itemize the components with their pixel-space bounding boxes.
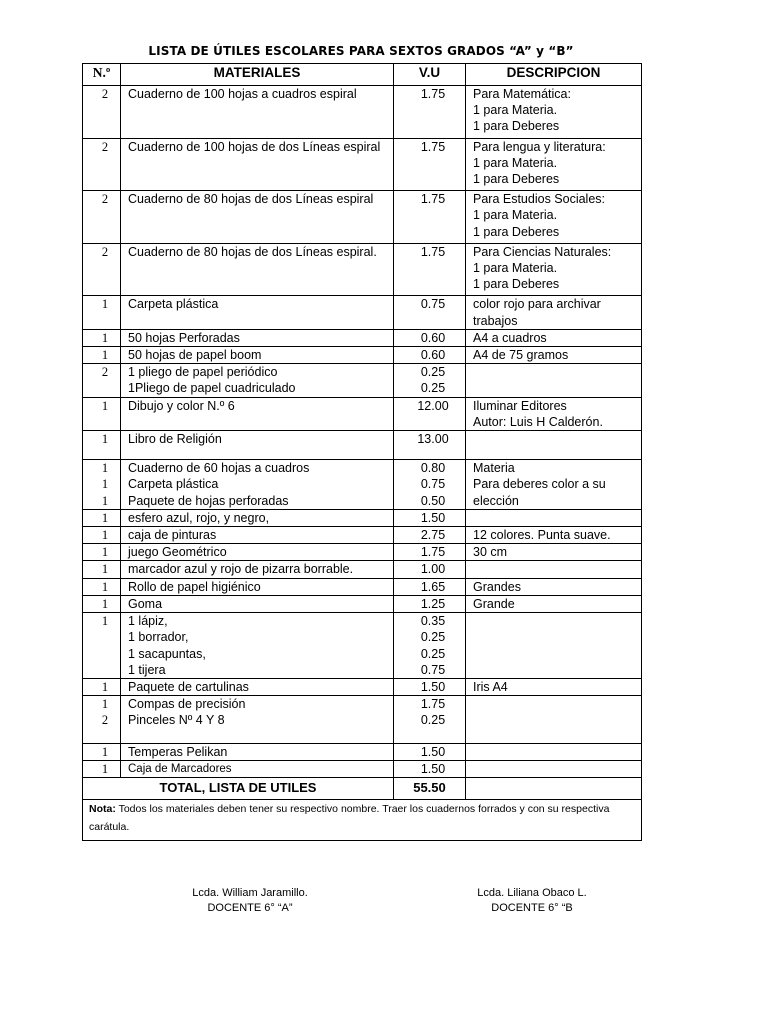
unit-value-cell-line: 1.50 bbox=[420, 679, 446, 694]
table-row bbox=[83, 296, 642, 329]
quantity-cell bbox=[83, 613, 121, 679]
material-cell-line: marcador azul y rojo de pizarra borrable. bbox=[128, 562, 354, 577]
material-cell-line: 1 lápiz, bbox=[128, 614, 168, 629]
quantity-cell bbox=[83, 460, 121, 510]
total-label: TOTAL, LISTA DE UTILES bbox=[83, 777, 394, 799]
unit-value-cell bbox=[394, 191, 466, 244]
description-cell bbox=[466, 86, 642, 139]
description-cell-line: elección bbox=[473, 493, 519, 508]
material-cell bbox=[121, 364, 394, 397]
material-cell-line: 1 borrador, bbox=[128, 630, 189, 645]
unit-value-cell-line: 0.60 bbox=[420, 330, 446, 345]
unit-value-cell-line: 1.75 bbox=[420, 545, 446, 560]
material-cell-line: Temperas Pelikan bbox=[128, 744, 228, 759]
table-body bbox=[83, 86, 642, 778]
quantity-cell bbox=[83, 760, 121, 777]
description-cell-line: 30 cm bbox=[473, 545, 508, 560]
material-cell-line: Libro de Religión bbox=[128, 432, 222, 447]
material-cell-line: Carpeta plástica bbox=[128, 297, 219, 312]
material-cell bbox=[121, 431, 394, 460]
document-title: LISTA DE ÚTILES ESCOLARES PARA SEXTOS GRADOS “A” y “B” bbox=[148, 44, 574, 58]
quantity-cell-line: 1 bbox=[101, 562, 109, 577]
quantity-cell bbox=[83, 678, 121, 695]
material-cell bbox=[121, 460, 394, 510]
unit-value-cell bbox=[394, 509, 466, 526]
description-cell bbox=[466, 138, 642, 191]
unit-value-cell-line: 1.75 bbox=[420, 87, 446, 101]
unit-value-cell bbox=[394, 743, 466, 760]
quantity-cell-line: 1 bbox=[101, 761, 109, 776]
material-cell bbox=[121, 578, 394, 595]
unit-value-cell-line: 0.25 bbox=[420, 365, 446, 380]
description-cell-line: 1 para Materia. bbox=[473, 261, 558, 276]
quantity-cell-line: 1 bbox=[101, 697, 109, 712]
material-cell-line: Cuaderno de 60 hojas a cuadros bbox=[128, 461, 310, 476]
total-value: 55.50 bbox=[394, 777, 466, 799]
table-row bbox=[83, 561, 642, 578]
material-cell-line: esfero azul, rojo, y negro, bbox=[128, 510, 270, 525]
table-row bbox=[83, 696, 642, 743]
unit-value-cell-line: 2.75 bbox=[420, 528, 446, 543]
material-cell bbox=[121, 696, 394, 743]
quantity-cell bbox=[83, 329, 121, 346]
description-cell bbox=[466, 595, 642, 612]
unit-value-cell-line: 1.25 bbox=[420, 596, 446, 611]
signature-docente-a bbox=[160, 886, 340, 916]
unit-value-cell bbox=[394, 760, 466, 777]
material-cell bbox=[121, 527, 394, 544]
material-cell-line: Rollo de papel higiénico bbox=[128, 579, 261, 594]
description-cell bbox=[466, 527, 642, 544]
description-cell-line: Autor: Luis H Calderón. bbox=[473, 414, 603, 429]
unit-value-cell bbox=[394, 595, 466, 612]
table-header-row bbox=[83, 64, 642, 86]
material-cell bbox=[121, 678, 394, 695]
table-row bbox=[83, 431, 642, 460]
material-cell bbox=[121, 191, 394, 244]
material-cell-line: 1 sacapuntas, bbox=[128, 646, 206, 661]
header-materiales: MATERIALES bbox=[121, 64, 394, 86]
material-cell bbox=[121, 86, 394, 139]
description-cell-line: Grandes bbox=[473, 579, 521, 594]
total-row bbox=[83, 777, 642, 799]
quantity-cell-line: 2 bbox=[101, 713, 109, 728]
unit-value-cell bbox=[394, 397, 466, 430]
table-row bbox=[83, 578, 642, 595]
description-cell bbox=[466, 397, 642, 430]
material-cell-line: Pinceles Nº 4 Y 8 bbox=[128, 713, 225, 728]
description-cell-line: 1 para Deberes bbox=[473, 172, 560, 187]
quantity-cell bbox=[83, 561, 121, 578]
quantity-cell bbox=[83, 191, 121, 244]
description-cell-line: Grande bbox=[473, 596, 515, 611]
quantity-cell-line: 1 bbox=[101, 528, 109, 543]
unit-value-cell-line: 1.50 bbox=[420, 744, 446, 759]
quantity-cell-line: 1 bbox=[101, 510, 109, 525]
description-cell-line: Iluminar Editores bbox=[473, 398, 567, 413]
description-cell-line: Para lengua y literatura: bbox=[473, 139, 606, 154]
note-label: Nota: bbox=[89, 802, 116, 815]
material-cell-line: Compas de precisión bbox=[128, 697, 246, 712]
quantity-cell bbox=[83, 578, 121, 595]
material-cell bbox=[121, 243, 394, 296]
quantity-cell-line: 1 bbox=[101, 679, 109, 694]
description-cell bbox=[466, 561, 642, 578]
description-cell-line: 1 para Deberes bbox=[473, 277, 560, 292]
unit-value-cell bbox=[394, 296, 466, 329]
table-row bbox=[83, 527, 642, 544]
note-cell bbox=[83, 799, 642, 840]
description-cell-line: Para Estudios Sociales: bbox=[473, 192, 606, 207]
unit-value-cell-line: 1.50 bbox=[420, 761, 446, 776]
signature-name: Lcda. Liliana Obaco L. bbox=[477, 887, 587, 899]
quantity-cell-line: 1 bbox=[101, 348, 109, 363]
description-cell-line: Para Ciencias Naturales: bbox=[473, 244, 612, 259]
description-cell bbox=[466, 760, 642, 777]
description-cell-line: 1 para Materia. bbox=[473, 155, 558, 170]
signature-role: DOCENTE 6° “B bbox=[491, 902, 573, 914]
unit-value-cell-line: 1.75 bbox=[420, 244, 446, 259]
unit-value-cell bbox=[394, 613, 466, 679]
quantity-cell bbox=[83, 743, 121, 760]
quantity-cell-line: 1 bbox=[101, 744, 109, 759]
material-cell bbox=[121, 613, 394, 679]
description-cell bbox=[466, 678, 642, 695]
description-cell-line: 1 para Materia. bbox=[473, 208, 558, 223]
table-row bbox=[83, 460, 642, 510]
header-vu: V.U bbox=[394, 64, 466, 86]
unit-value-cell-line: 0.80 bbox=[420, 461, 446, 476]
note-row bbox=[83, 799, 642, 840]
quantity-cell bbox=[83, 696, 121, 743]
material-cell-line: 50 hojas Perforadas bbox=[128, 330, 240, 345]
note-text: Todos los materiales deben tener su respectivo nombre. Traer los cuadernos forrados y con su respectiva carátula. bbox=[89, 802, 610, 833]
table-row bbox=[83, 86, 642, 139]
unit-value-cell-line: 0.35 bbox=[420, 614, 446, 629]
material-cell bbox=[121, 296, 394, 329]
material-cell bbox=[121, 329, 394, 346]
description-cell-line: Iris A4 bbox=[473, 679, 508, 694]
table-row bbox=[83, 347, 642, 364]
material-cell bbox=[121, 138, 394, 191]
material-cell-line: Dibujo y color N.º 6 bbox=[128, 398, 235, 413]
supplies-table bbox=[82, 63, 642, 841]
unit-value-cell bbox=[394, 243, 466, 296]
quantity-cell-line: 1 bbox=[101, 614, 109, 629]
quantity-cell bbox=[83, 347, 121, 364]
description-cell bbox=[466, 364, 642, 397]
material-cell bbox=[121, 397, 394, 430]
unit-value-cell bbox=[394, 460, 466, 510]
description-cell-line: Materia bbox=[473, 461, 515, 476]
description-cell bbox=[466, 460, 642, 510]
quantity-cell-line: 1 bbox=[101, 596, 109, 611]
quantity-cell-line: 2 bbox=[101, 139, 109, 154]
unit-value-cell-line: 1.00 bbox=[420, 562, 446, 577]
material-cell-line: caja de pinturas bbox=[128, 528, 217, 543]
material-cell-line: Cuaderno de 100 hojas a cuadros espiral bbox=[128, 87, 357, 101]
table-row bbox=[83, 613, 642, 679]
quantity-cell bbox=[83, 509, 121, 526]
quantity-cell-line: 1 bbox=[101, 398, 109, 413]
description-cell bbox=[466, 329, 642, 346]
table-row bbox=[83, 760, 642, 777]
material-cell-line: Paquete de hojas perforadas bbox=[128, 493, 289, 508]
description-cell-line: 1 para Materia. bbox=[473, 103, 558, 118]
table-row bbox=[83, 397, 642, 430]
description-cell bbox=[466, 509, 642, 526]
quantity-cell bbox=[83, 243, 121, 296]
table-row bbox=[83, 678, 642, 695]
unit-value-cell-line: 0.25 bbox=[420, 381, 446, 396]
description-cell bbox=[466, 296, 642, 329]
description-cell-line: Para deberes color a su bbox=[473, 477, 606, 492]
description-cell bbox=[466, 696, 642, 743]
unit-value-cell bbox=[394, 561, 466, 578]
unit-value-cell-line: 1.50 bbox=[420, 510, 446, 525]
description-cell bbox=[466, 347, 642, 364]
quantity-cell bbox=[83, 595, 121, 612]
description-cell bbox=[466, 578, 642, 595]
table-row bbox=[83, 191, 642, 244]
material-cell-line: Cuaderno de 80 hojas de dos Líneas espiral. bbox=[128, 244, 377, 259]
description-cell bbox=[466, 743, 642, 760]
material-cell bbox=[121, 595, 394, 612]
material-cell-line: Cuaderno de 100 hojas de dos Líneas espiral bbox=[128, 139, 381, 154]
table-row bbox=[83, 138, 642, 191]
signature-docente-b bbox=[442, 886, 622, 916]
table-row bbox=[83, 544, 642, 561]
unit-value-cell-line: 1.75 bbox=[420, 139, 446, 154]
unit-value-cell bbox=[394, 138, 466, 191]
unit-value-cell bbox=[394, 696, 466, 743]
quantity-cell bbox=[83, 364, 121, 397]
quantity-cell-line: 2 bbox=[101, 87, 109, 101]
material-cell-line: 1 tijera bbox=[128, 662, 166, 677]
signature-name: Lcda. William Jaramillo. bbox=[192, 887, 308, 899]
material-cell bbox=[121, 561, 394, 578]
quantity-cell-line: 1 bbox=[101, 493, 109, 508]
description-cell bbox=[466, 243, 642, 296]
material-cell bbox=[121, 544, 394, 561]
material-cell-line: Carpeta plástica bbox=[128, 477, 219, 492]
unit-value-cell-line: 0.50 bbox=[420, 493, 446, 508]
quantity-cell bbox=[83, 138, 121, 191]
table-row bbox=[83, 243, 642, 296]
unit-value-cell-line: 12.00 bbox=[417, 398, 449, 413]
description-cell-line: 1 para Deberes bbox=[473, 224, 560, 239]
description-cell-line: A4 de 75 gramos bbox=[473, 348, 569, 363]
material-cell-line: juego Geométrico bbox=[128, 545, 227, 560]
unit-value-cell-line: 13.00 bbox=[417, 432, 449, 447]
description-cell bbox=[466, 613, 642, 679]
unit-value-cell bbox=[394, 578, 466, 595]
table-row bbox=[83, 595, 642, 612]
description-cell-line: color rojo para archivar bbox=[473, 297, 601, 312]
table-row bbox=[83, 743, 642, 760]
table-row bbox=[83, 364, 642, 397]
unit-value-cell-line: 0.60 bbox=[420, 348, 446, 363]
quantity-cell bbox=[83, 296, 121, 329]
description-cell-line: 12 colores. Punta suave. bbox=[473, 528, 611, 543]
table-row bbox=[83, 509, 642, 526]
unit-value-cell bbox=[394, 431, 466, 460]
quantity-cell bbox=[83, 86, 121, 139]
unit-value-cell-line: 1.65 bbox=[420, 579, 446, 594]
table-row bbox=[83, 329, 642, 346]
unit-value-cell-line: 0.25 bbox=[420, 713, 446, 728]
quantity-cell-line: 1 bbox=[101, 545, 109, 560]
quantity-cell-line: 1 bbox=[101, 432, 109, 447]
unit-value-cell-line: 0.25 bbox=[420, 646, 446, 661]
description-cell bbox=[466, 191, 642, 244]
quantity-cell-line: 1 bbox=[101, 330, 109, 345]
material-cell-line: 50 hojas de papel boom bbox=[128, 348, 262, 363]
unit-value-cell bbox=[394, 364, 466, 397]
unit-value-cell bbox=[394, 678, 466, 695]
material-cell bbox=[121, 760, 394, 777]
quantity-cell-line: 2 bbox=[101, 365, 109, 380]
quantity-cell bbox=[83, 431, 121, 460]
quantity-cell-line: 1 bbox=[101, 461, 109, 476]
description-cell-line: Para Matemática: bbox=[473, 87, 571, 101]
unit-value-cell bbox=[394, 329, 466, 346]
description-cell bbox=[466, 544, 642, 561]
material-cell-line: Goma bbox=[128, 596, 163, 611]
material-cell-line: Paquete de cartulinas bbox=[128, 679, 249, 694]
quantity-cell-line: 1 bbox=[101, 297, 109, 312]
quantity-cell-line: 2 bbox=[101, 192, 109, 207]
quantity-cell-line: 1 bbox=[101, 477, 109, 492]
total-empty-cell bbox=[466, 777, 642, 799]
quantity-cell bbox=[83, 527, 121, 544]
unit-value-cell-line: 0.75 bbox=[420, 662, 446, 677]
material-cell-line: Caja de Marcadores bbox=[128, 762, 232, 775]
signature-role: DOCENTE 6° “A” bbox=[207, 902, 293, 914]
unit-value-cell bbox=[394, 527, 466, 544]
quantity-cell-line: 2 bbox=[101, 244, 109, 259]
unit-value-cell-line: 0.25 bbox=[420, 630, 446, 645]
unit-value-cell-line: 1.75 bbox=[420, 697, 446, 712]
description-cell bbox=[466, 431, 642, 460]
unit-value-cell-line: 1.75 bbox=[420, 192, 446, 207]
material-cell-line: 1 pliego de papel periódico bbox=[128, 365, 278, 380]
material-cell bbox=[121, 743, 394, 760]
material-cell bbox=[121, 509, 394, 526]
quantity-cell bbox=[83, 397, 121, 430]
description-cell-line: 1 para Deberes bbox=[473, 119, 560, 134]
material-cell bbox=[121, 347, 394, 364]
description-cell-line: trabajos bbox=[473, 313, 518, 328]
unit-value-cell bbox=[394, 544, 466, 561]
quantity-cell-line: 1 bbox=[101, 579, 109, 594]
description-cell-line: A4 a cuadros bbox=[473, 330, 547, 345]
header-number: N.º bbox=[83, 64, 121, 86]
unit-value-cell-line: 0.75 bbox=[420, 477, 446, 492]
unit-value-cell bbox=[394, 86, 466, 139]
unit-value-cell bbox=[394, 347, 466, 364]
unit-value-cell-line: 0.75 bbox=[420, 297, 446, 312]
header-descripcion: DESCRIPCION bbox=[466, 64, 642, 86]
quantity-cell bbox=[83, 544, 121, 561]
material-cell-line: 1Pliego de papel cuadriculado bbox=[128, 381, 296, 396]
material-cell-line: Cuaderno de 80 hojas de dos Líneas espiral bbox=[128, 192, 374, 207]
